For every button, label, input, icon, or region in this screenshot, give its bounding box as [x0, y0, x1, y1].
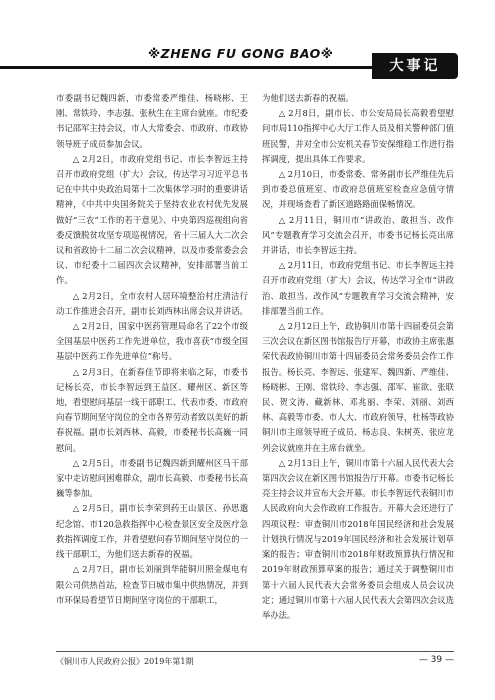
event-entry: △ 2月11日，铜川市“讲政治、敢担当、改作风”专题教育学习交流会召开，市委书记杨长亮出席并讲话，市长李智远主持。 [262, 214, 454, 256]
page-number: — 39 — [418, 655, 454, 665]
right-column [262, 91, 454, 623]
event-entry: △ 2月11日，市政府党组书记、市长李智远主持召开市政府党组（扩大）会议，传达学习全市“讲政治、敢担当、改作风”专题教育学习交流会精神，安排部署当前工作。 [262, 260, 454, 316]
event-entry: △ 2月5日，市委副书记魏四新到耀州区马干部家中走访慰问困难群众，副市长高毅、市委秘书长高巍等参加。 [56, 457, 248, 499]
event-entry: △ 2月13日上午，铜川市第十六届人民代表大会第四次会议在新区图书馆报告厅开幕。市委书记杨长亮主持会议并宣布大会开幕。市长李智远代表铜川市人民政府向大会作政府工作报告。开幕大会还进行了四项议程：审查铜川市2018年国民经济和社会发展计划执行情况与2019年国民经济和社会发展计划草案的报告；审查铜川市2018年财政预算执行情况和2019年财政预算草案的报告；通过关于调整铜川市第十六届人民代表大会常务委员会组成人员会议决定；通过铜川市第十六届人民代表大会第四次会议选举办法。 [262, 457, 454, 620]
event-entry: △ 2月2日，市政府党组书记、市长李智远主持召开市政府党组（扩大）会议，传达学习习近平总书记在中共中央政治局第十二次集体学习时的重要讲话精神，《中共中央国务院关于坚持农业农村优先发展做好“三农”工作的若干意见》、中央第四巡视组向省委反馈脱贫攻坚专项巡视情况，省十三届人大二次会议和省政协十二届二次会议精神，以及市委常委会会议、市纪委十二届四次会议精神，安排部署当前工作。 [56, 153, 248, 286]
event-entry: △ 2月12日上午，政协铜川市第十四届委员会第三次会议在新区图书馆报告厅开幕，市政协主席张惠荣代表政协铜川市第十四届委员会常务委员会作工作报告。杨长亮、李智远、张建军、魏四新、严维佳、杨晓彬、王刚、常铁玲、李志强、邵军、崔欲、张联民、贺文涛、藏新林、邓兆丽、李荣、刘丽、刘西林、高毅等市委、市人大、市政府领导，杜杨等政协铜川市主席领导班子成员、杨志良、朱树英、张应龙列会议就座并在主席台就坐。 [262, 321, 454, 453]
page-header [0, 0, 495, 88]
event-entry: △ 2月5日，副市长李荣到药王山景区、孙思邈纪念馆、市120急救指挥中心检查景区安全及医疗急救指挥调度工作，并看望慰问春节期间坚守岗位的一线干部职工，为他们送去新春的祝福。 [56, 503, 248, 560]
header-rule [0, 66, 372, 69]
section-tab: 大事记 [372, 53, 458, 79]
publication-info: 《铜川市人民政府公报》2019年第1期 [56, 657, 194, 666]
event-entry: △ 2月10日，市委常委、常务副市长严维佳先后到市委总值班室、市政府总值班室检查应急值守情况，并现场查看了新区道路路面保畅情况。 [262, 169, 454, 210]
event-entry: 为他们送去新春的祝福。 [262, 93, 354, 103]
left-column [56, 91, 248, 608]
event-entry: △ 2月2日，国家中医药管理局命名了22个市级全国基层中医药工作先进单位，我市喜获“市级全国基层中医药工作先进单位”称号。 [56, 321, 248, 362]
journal-title: ※ZHENG FU GONG BAO※ [148, 46, 334, 61]
event-entry: △ 2月8日，副市长、市公安局局长高毅看望慰问市局110指挥中心大厅工作人员及相关警种部门值班民警，并对全市公安机关春节安保维稳工作进行指挥调度，提出具体工作要求。 [262, 108, 454, 164]
event-entry: △ 2月7日，副市长刘丽到华能铜川照金煤电有限公司供热首站，检查节日城市集中供热情况，并到市环保局看望节日期间坚守岗位的干部职工， [56, 564, 248, 605]
event-entry: △ 2月2日，全市农村人居环境整治村庄清洁行动工作推进会召开，副市长刘西林出席会议并讲话。 [56, 290, 248, 316]
event-entry: △ 2月3日，在新春佳节即将来临之际，市委书记杨长亮，市长李智远到王益区、耀州区、新区等地，看望慰问基层一线干部职工、代表市委、市政府向春节期间坚守岗位的全市各界劳动者致以美好的新春祝福。副市长刘西林、高毅，市委秘书长高巍一同慰问。 [56, 366, 248, 453]
event-entry: 市委副书记魏四新，市委常委严维佳、杨晓彬、王刚、常铁玲、李志强、张秋生在主席台就座。市纪委书记邵军主持会议，市人大常委会、市政府、市政协领导班子成员参加会议。 [56, 93, 248, 149]
page-footer [56, 651, 454, 666]
